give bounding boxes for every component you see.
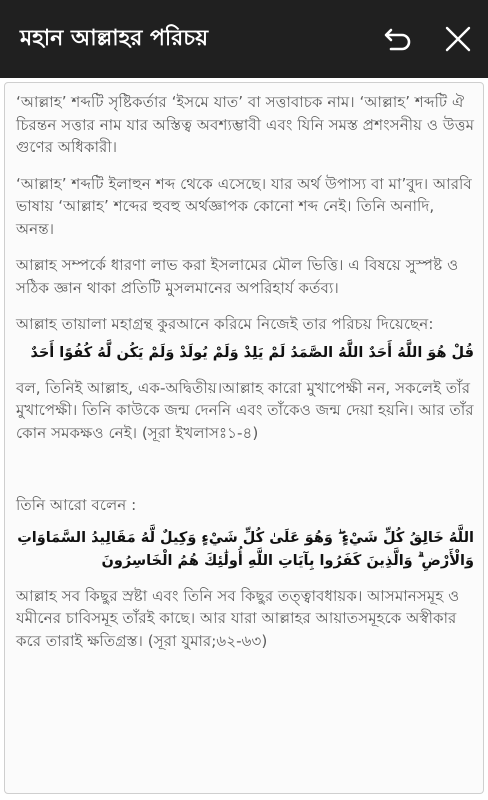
spacer — [16, 458, 474, 494]
close-button[interactable] — [428, 9, 488, 69]
arabic-verse-zumar: اللَّهُ خَالِقُ كُلِّ شَيْءٍ ۖ وَهُوَ عَلَىٰ كُلِّ شَيْءٍ وَكِيلٌ لَّهُ مَقَالِيدُ السَّمَاوَاتِ وَالْأَرْضِ ۗ وَالَّذِينَ كَفَرُوا بِآيَاتِ اللَّهِ أُولَٰئِكَ هُمُ الْخَاسِرُونَ — [17, 529, 474, 569]
paragraph-zumar-translation: আল্লাহ সব কিছুর স্রষ্টা এবং তিনি সব কিছুর তত্ত্বাবধায়ক। আসমানসমূহ ও যমীনের চাবিসমূহ তাঁরই কাছে। আর যারা আল্লাহর আয়াতসমূহকে অস্বীকার করে তারাই ক্ষতিগ্রস্ত। (সূরা যুমার;৬২-৬৩) — [16, 586, 460, 650]
back-button[interactable] — [368, 9, 428, 69]
paragraph-intro: ‘আল্লাহ’ শব্দটি সৃষ্টিকর্তার ‘ইসমে যাত’ বা সত্তাবাচক নাম। ‘আল্লাহ’ শব্দটি ঐ চিরন্তন সত্তার নাম যার অস্তিত্ব অবশ্যম্ভাবী এবং যিনি সমস্ত প্রশংসনীয় ও উত্তম গুণের অধিকারী। — [16, 93, 475, 156]
paragraph-ikhlas-translation: বল, তিনিই আল্লাহ, এক-অদ্বিতীয়।আল্লাহ কারো মুখাপেক্ষী নন, সকলেই তাঁর মুখাপেক্ষী। তিনি কাউকে জন্ম দেননি এবং তাঁকেও জন্ম দেয়া হয়নি। আর তাঁর কোন সমকক্ষও নেই। (সূরা ইখলাসঃ১-৪) — [16, 378, 474, 442]
arabic-verse-ikhlas: قُلْ هُوَ اللَّهُ أَحَدٌ اللَّهُ الصَّمَدُ لَمْ يَلِدْ وَلَمْ يُولَدْ وَلَمْ يَكُن لَّهُ كُفُوًا أَحَدٌ — [30, 344, 474, 361]
app-bar — [0, 0, 488, 78]
paragraph-importance: আল্লাহ সম্পর্কে ধারণা লাভ করা ইসলামের মৌল ভিত্তি। এ বিষয়ে সুস্পষ্ট ও সঠিক জ্ঞান থাকা প্রতিটি মুসলমানের অপরিহার্য কর্তব্য। — [16, 256, 459, 297]
close-icon — [445, 26, 471, 52]
article-content[interactable] — [4, 82, 484, 794]
undo-arrow-icon — [383, 26, 413, 52]
paragraph-he-also-says: তিনি আরো বলেন : — [16, 496, 137, 514]
paragraph-quran-intro: আল্লাহ তায়ালা মহাগ্রন্থ কুরআনে করিমে নিজেই তার পরিচয় দিয়েছেন: — [16, 315, 434, 333]
page-title: মহান আল্লাহর পরিচয় — [20, 25, 209, 51]
paragraph-meaning: ‘আল্লাহ’ শব্দটি ইলাহুন শব্দ থেকে এসেছে। যার অর্থ উপাস্য বা মা’বুদ। আরবি ভাষায় ‘আল্লাহ’ শব্দের হুবহু অর্থজ্ঞাপক কোনো শব্দ নেই। তিনি অনাদি, অনন্ত। — [16, 174, 472, 238]
